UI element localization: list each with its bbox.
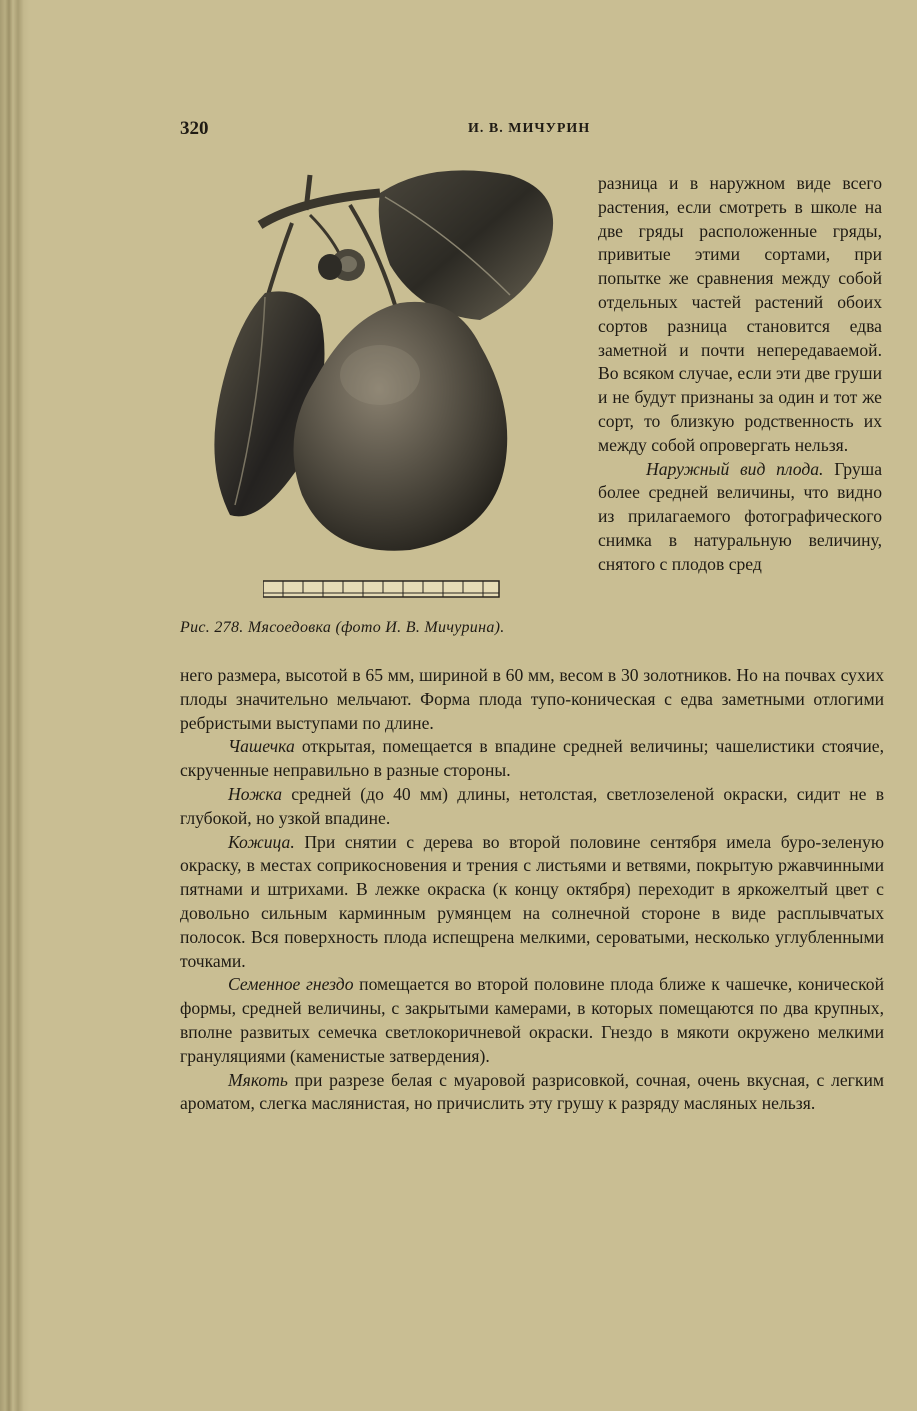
paragraph-stalk — [180, 783, 884, 831]
paragraph-skin-text: При снятии с дерева во второй половине сентября имела буро-зеленую окраску, в местах соприкосновения и трения с листьями и ветвями, покрытую ржавчинными пятнами и штрихами. В лежке окраска (к концу октября) переходит в яркожелтый цвет с довольно сильным карминным румянцем на солнечной стороне в виде расплывчатых полосок. Вся поверхность плода испещрена мелкими, сероватыми, несколько углубленными точками. — [180, 831, 884, 971]
paragraph-flesh-text: при разрезе белая с муаровой разрисовкой, сочная, очень вкусная, с легким ароматом, слегка маслянистая, но причислить эту грушу к разряду масляных нельзя. — [180, 1069, 884, 1114]
paragraph-appearance — [598, 458, 882, 577]
page-header — [180, 118, 890, 144]
paragraph-stalk-text: средней (до 40 мм) длины, нетолстая, светлозеленой окраски, сидит не в глубокой, но узкой впадине. — [180, 783, 884, 828]
right-column-text — [598, 172, 882, 577]
term-flesh: Мякоть — [228, 1069, 288, 1090]
book-page-edge — [0, 0, 30, 1411]
paragraph-calyx — [180, 735, 884, 783]
paragraph-seed-nest-text: помещается во второй половине плода ближе к чашечке, конической формы, средней величины, с закрытыми камерами, в которых помещаются по два крупных, вполне развитых семечка светлокоричневой окраски. Гнездо в мякоти окружено мелкими грануляциями (каменистые затвердения). — [180, 974, 884, 1066]
term-appearance: Наружный вид плода. — [646, 458, 824, 479]
term-stalk: Ножка — [228, 783, 283, 804]
running-title: И. В. МИЧУРИН — [468, 121, 591, 136]
paragraph-seed-nest — [180, 973, 884, 1068]
term-calyx: Чашечка — [228, 736, 295, 757]
paragraph-flesh — [180, 1069, 884, 1117]
term-skin: Кожица. — [228, 831, 295, 852]
pear-photo — [180, 165, 580, 585]
paragraph-calyx-text: открытая, помещается в впадине средней величины; чашелистики стоячие, скрученные неправильно в разные стороны. — [180, 736, 884, 781]
scale-ruler — [263, 579, 583, 601]
paragraph-continued: разница и в наружном виде всего растения, если смотреть в школе на две гряды расположенные гряды, привитые этими сортами, при попытке же сравнения между собой отдельных частей растений обоих сортов разница становится едва заметной и почти непередаваемой. Во всяком случае, если эти две груши и не будут признаны за один и тот же сорт, то близкую родственность их между собой опровергать нельзя. — [598, 173, 882, 455]
figure — [180, 165, 590, 645]
paragraph-appearance-cont: него размера, высотой в 65 мм, шириной в 60 мм, весом в 30 золотников. Но на почвах сухих плоды значительно мельчают. Форма плода тупо-коническая с едва заметными отлогими ребристыми выступами по длине. — [180, 665, 884, 733]
paragraph-appearance-text: Груша более средней величины, что видно из прилагаемого фотографического снимка в натуральную величину, снятого с плодов сред — [598, 458, 882, 574]
figure-caption: Рис. 278. Мясоедовка (фото И. В. Мичурина). — [180, 619, 505, 636]
paragraph-skin — [180, 831, 884, 974]
term-seed-nest: Семенное гнездо — [228, 974, 354, 995]
main-text — [180, 664, 884, 1116]
page-number: 320 — [180, 118, 209, 139]
